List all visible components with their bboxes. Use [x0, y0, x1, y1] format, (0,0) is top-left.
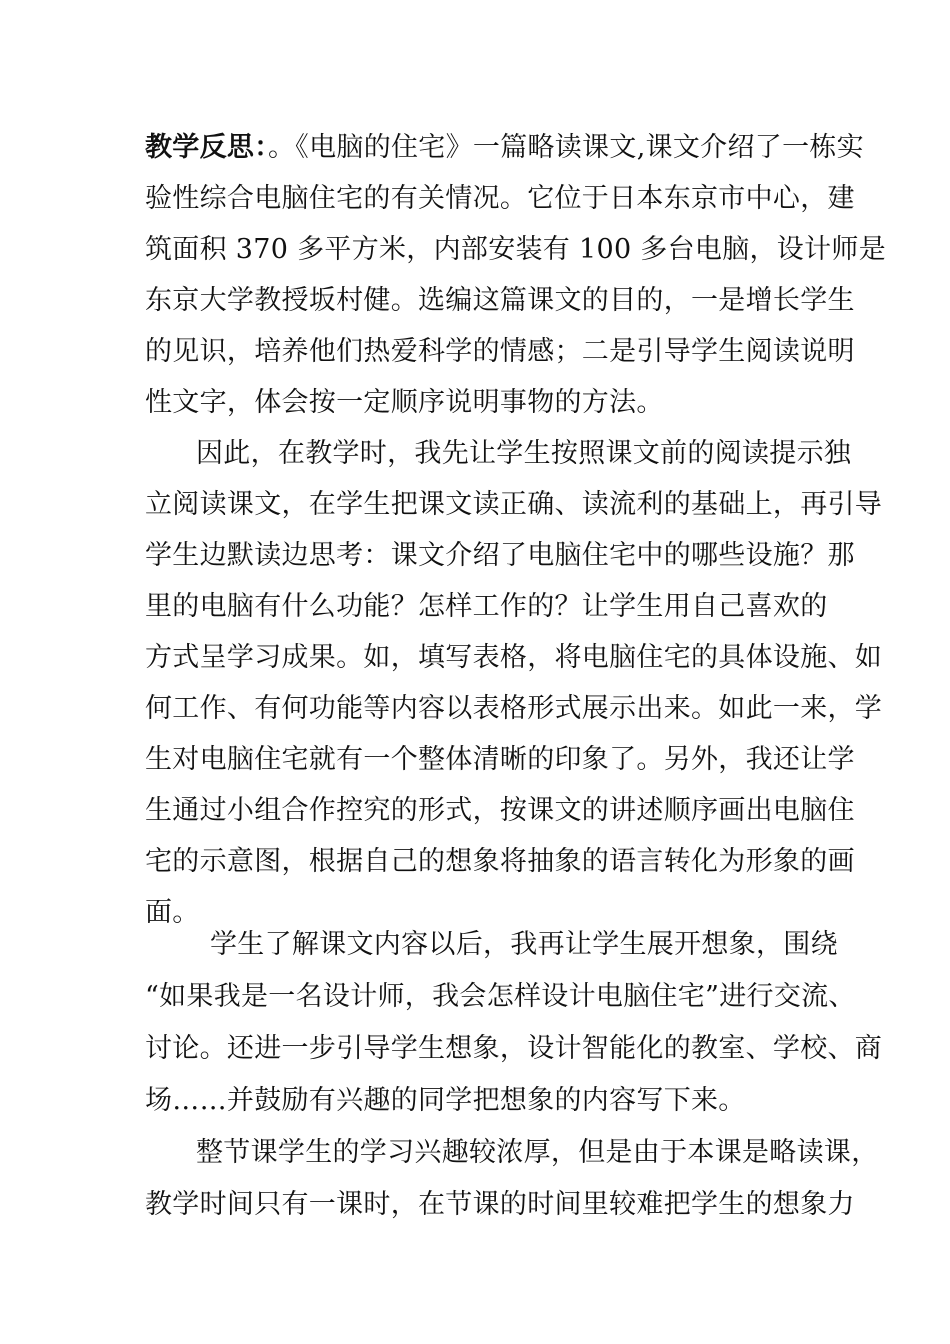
reflection-heading: 教学反思： [145, 132, 268, 163]
paragraph-3-line-3: 讨论。还进一步引导学生想象，设计智能化的教室、学校、商 [145, 1033, 883, 1064]
paragraph-1-line-2: 验性综合电脑住宅的有关情况。它位于日本东京市中心，建 [145, 183, 855, 214]
paragraph-1-line-6: 性文字，体会按一定顺序说明事物的方法。 [145, 387, 664, 418]
paragraph-1-line-1 [145, 128, 864, 168]
paragraph-2-line-8: 生通过小组合作控究的形式，按课文的讲述顺序画出电脑住 [145, 795, 855, 826]
paragraph-1-line-1-text: 。《电脑的住宅》一篇略读课文,课文介绍了一栋实 [268, 132, 864, 163]
paragraph-3-line-1: 学生了解课文内容以后，我再让学生展开想象，围绕 [210, 929, 838, 960]
paragraph-2-line-9: 宅的示意图，根据自己的想象将抽象的语言转化为形象的画 [145, 846, 855, 877]
paragraph-2-line-6: 何工作、有何功能等内容以表格形式展示出来。如此一来，学 [145, 693, 883, 724]
paragraph-2-line-3: 学生边默读边思考：课文介绍了电脑住宅中的哪些设施？那 [145, 540, 855, 571]
paragraph-4-line-2: 教学时间只有一课时，在节课的时间里较难把学生的想象力 [145, 1189, 855, 1220]
paragraph-3-line-2: “如果我是一名设计师，我会怎样设计电脑住宅”进行交流、 [145, 981, 856, 1012]
paragraph-2-line-5: 方式呈学习成果。如，填写表格，将电脑住宅的具体设施、如 [145, 642, 883, 673]
paragraph-2-line-2: 立阅读课文，在学生把课文读正确、读流利的基础上，再引导 [145, 489, 883, 520]
paragraph-2-line-10: 面。 [145, 897, 200, 928]
paragraph-1-line-5: 的见识，培养他们热爱科学的情感；二是引导学生阅读说明 [145, 336, 855, 367]
paragraph-2-line-7: 生对电脑住宅就有一个整体清晰的印象了。另外，我还让学 [145, 744, 855, 775]
paragraph-1-line-3: 筑面积 370 多平方米，内部安装有 100 多台电脑，设计师是 [145, 234, 886, 265]
paragraph-1-line-4: 东京大学教授坂村健。选编这篇课文的目的，一是增长学生 [145, 285, 855, 316]
paragraph-3-line-4: 场……并鼓励有兴趣的同学把想象的内容写下来。 [145, 1085, 746, 1116]
paragraph-2-line-1: 因此，在教学时，我先让学生按照课文前的阅读提示独 [196, 438, 852, 469]
paragraph-4-line-1: 整节课学生的学习兴趣较浓厚，但是由于本课是略读课， [196, 1137, 879, 1168]
paragraph-2-line-4: 里的电脑有什么功能？怎样工作的？让学生用自己喜欢的 [145, 591, 828, 622]
